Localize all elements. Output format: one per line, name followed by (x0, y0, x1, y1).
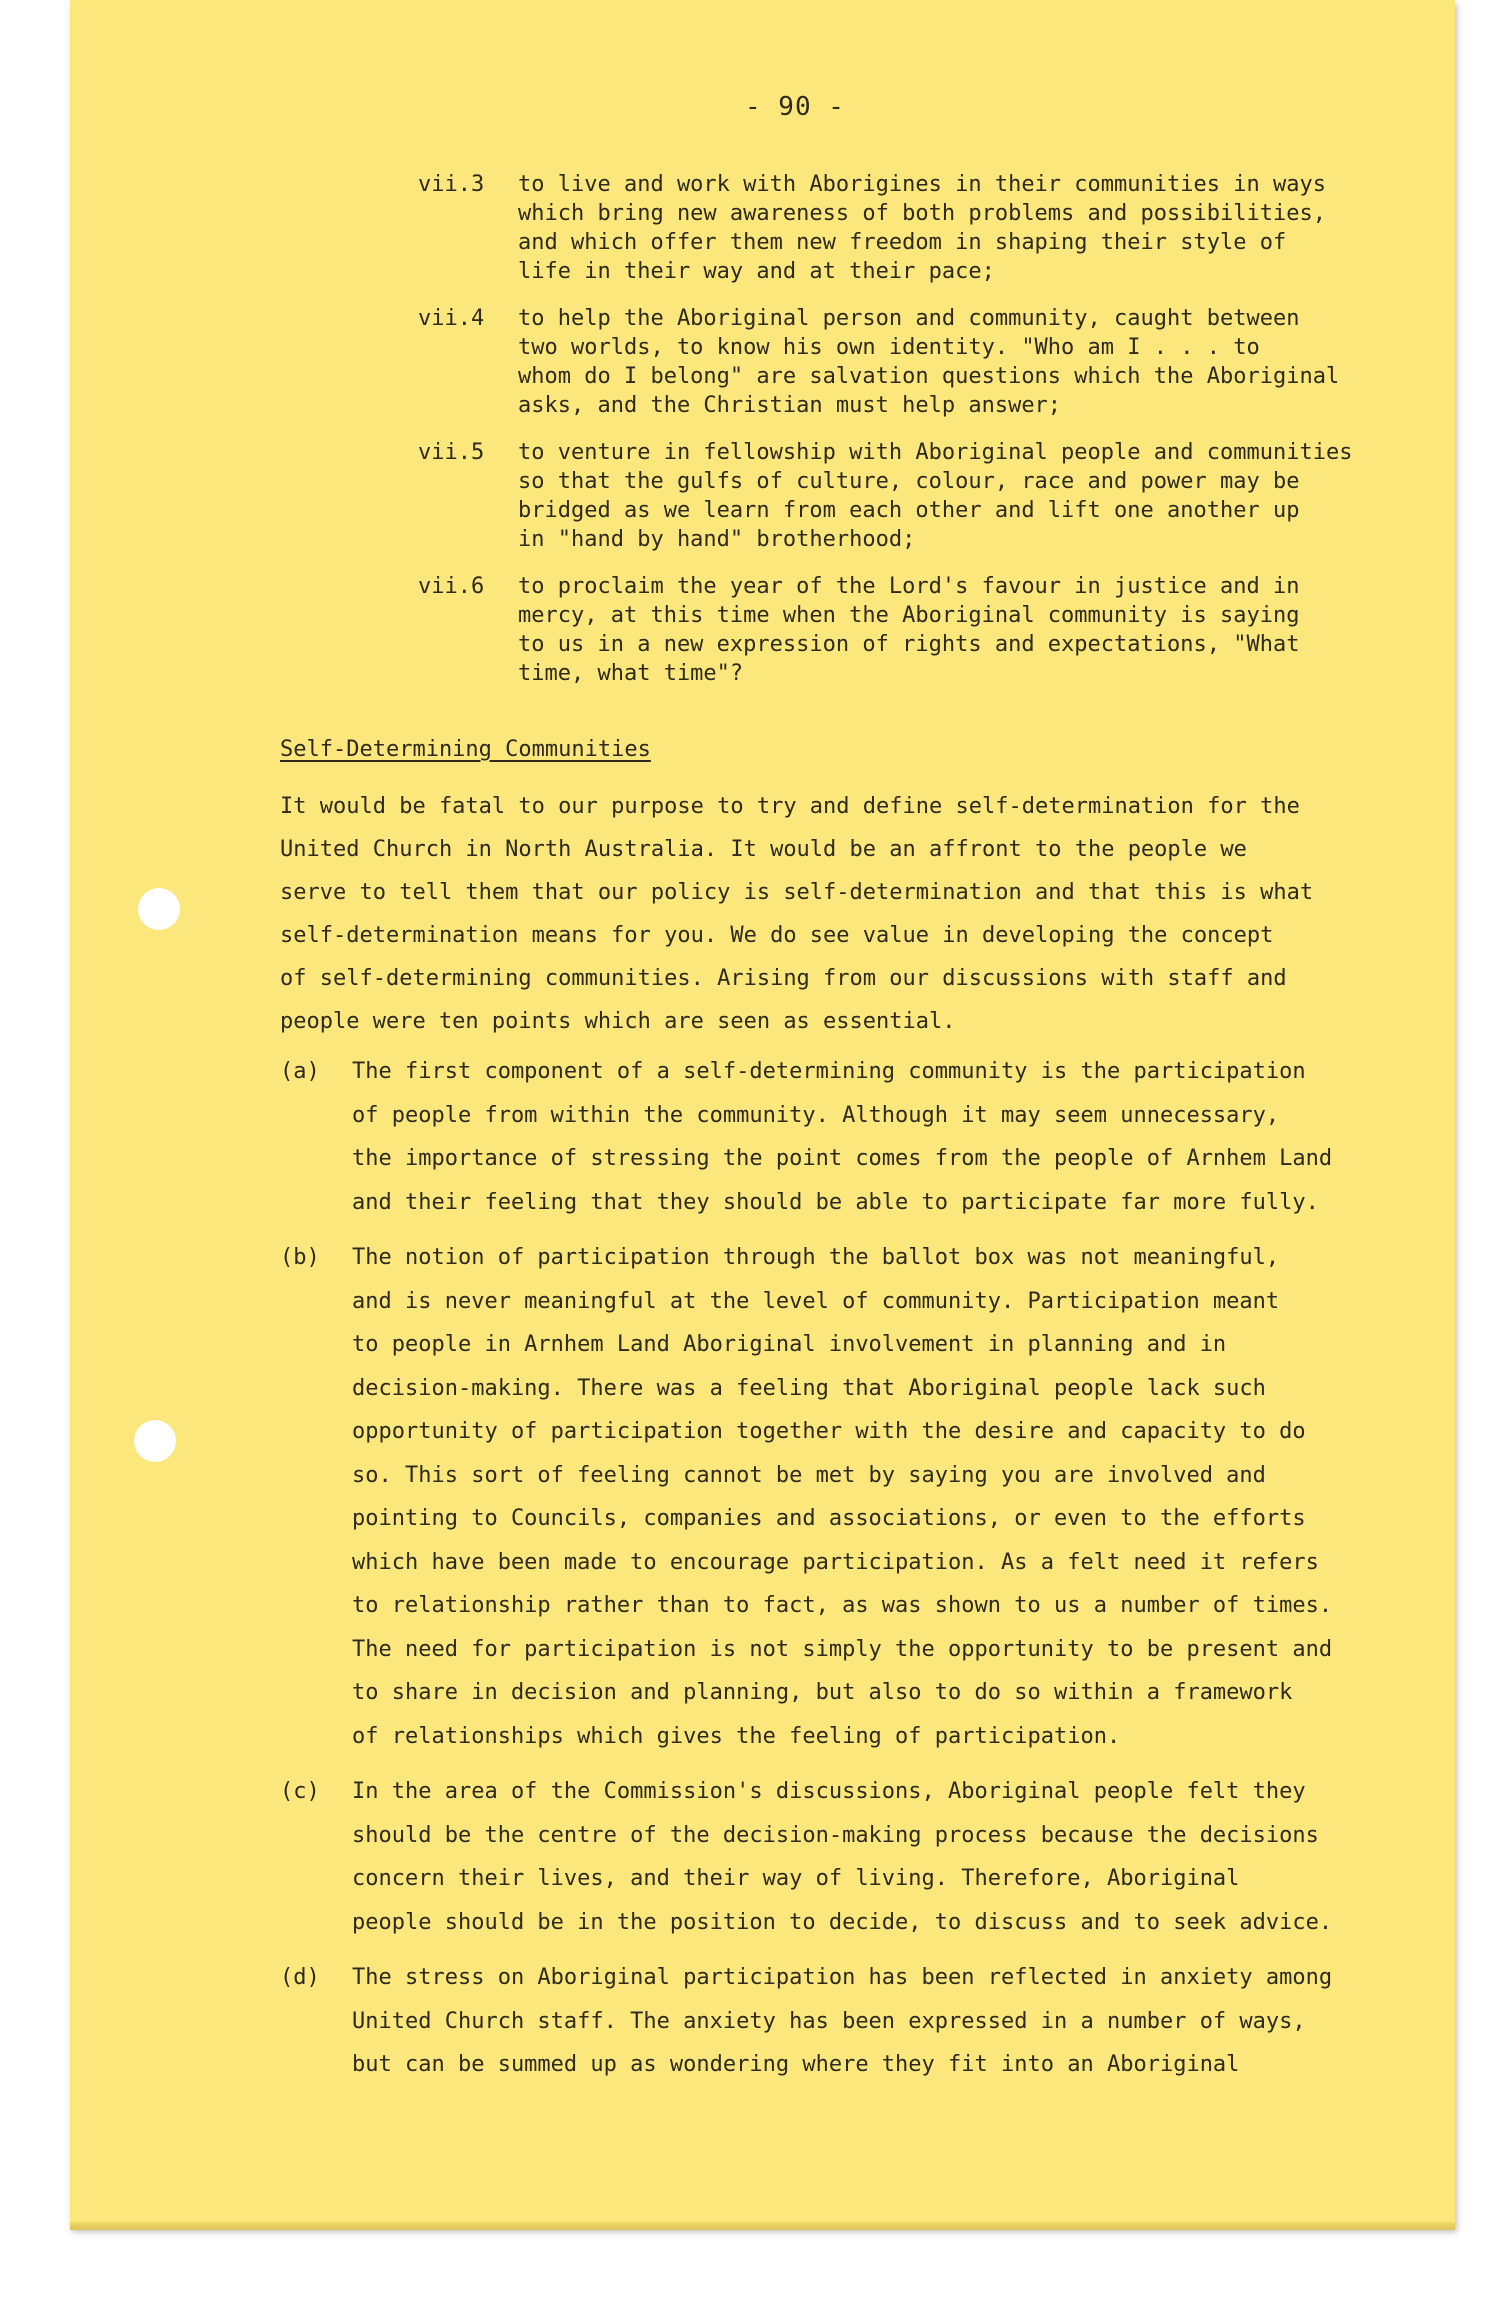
point-label: (a) (280, 1059, 320, 1084)
point-text: The notion of participation through the ballot box was not meaningful, and is never meaningful at the level of community. Participation meant to people in Arnhem Land Aboriginal involvement in planning and in decision-making. There was a feeling that Aboriginal people lack such opportunity of participation together with the desire and capacity to do so. This sort of feeling cannot be met by saying you are involved and pointing to Councils, companies and associations, or even to the efforts which have been made to encourage participation. As a felt need it refers to relationship rather than to fact, as was shown to us a number of times. The need for participation is not simply the opportunity to be present and to share in decision and planning, but also to do so within a framework of relationships which gives the feeling of participation. (352, 1245, 1333, 1749)
intro-paragraph: It would be fatal to our purpose to try and define self-determination for the United Church in North Australia. It would be an affront to the people we serve to tell them that our policy is self-determination and that this is what self-determination means for you. We do see value in developing the concept of self-determining communities. Arising from our discussions with staff and people were ten points which are seen as essential. (280, 794, 1314, 1034)
list-item (418, 170, 1418, 286)
point-item (280, 1956, 1420, 2087)
point-text: The first component of a self-determining community is the participation of people from within the community. Although it may seem unnecessary, the importance of stressing the point comes from the people of Arnhem Land and their feeling that they should be able to participate far more fully. (352, 1059, 1333, 1215)
point-label: (d) (280, 1965, 320, 1990)
point-label: (b) (280, 1245, 320, 1270)
item-number: vii.5 (418, 440, 485, 465)
points-list (280, 1050, 1420, 2099)
list-item (418, 572, 1418, 688)
point-text: The stress on Aboriginal participation has been reflected in anxiety among United Church staff. The anxiety has been expressed in a number of ways, but can be summed up as wondering where they fit into an Aboriginal (352, 1965, 1333, 2077)
section-heading: Self-Determining Communities (280, 737, 651, 762)
list-item (418, 438, 1418, 554)
list-item (418, 304, 1418, 420)
punch-hole-top (138, 888, 180, 930)
page-edge (70, 2222, 1455, 2230)
point-item (280, 1050, 1420, 1224)
item-text: to live and work with Aborigines in their communities in ways which bring new awareness of both problems and possibilities, and which offer them new freedom in shaping their style of life in their way and at their pace; (518, 172, 1326, 284)
item-number: vii.4 (418, 306, 485, 331)
item-text: to venture in fellowship with Aboriginal people and communities so that the gulfs of culture, colour, race and power may be bridged as we learn from each other and lift one another up in "hand by hand" brotherhood; (518, 440, 1353, 552)
item-text: to proclaim the year of the Lord's favour in justice and in mercy, at this time when the Aboriginal community is saying to us in a new expression of rights and expectations, "What time, what time"? (518, 574, 1300, 686)
point-text: In the area of the Commission's discussions, Aboriginal people felt they should be the centre of the decision-making process because the decisions concern their lives, and their way of living. Therefore, Aboriginal people should be in the position to decide, to discuss and to seek advice. (352, 1779, 1333, 1935)
item-number: vii.6 (418, 574, 485, 599)
point-label: (c) (280, 1779, 320, 1804)
vii-list (418, 170, 1418, 706)
punch-hole-bottom (134, 1420, 176, 1462)
page-number: - 90 - (745, 92, 845, 122)
item-number: vii.3 (418, 172, 485, 197)
point-item (280, 1770, 1420, 1944)
point-item (280, 1236, 1420, 1758)
item-text: to help the Aboriginal person and community, caught between two worlds, to know his own identity. "Who am I . . . to whom do I belong" are salvation questions which the Aboriginal asks, and the Christian must help answer; (518, 306, 1340, 418)
